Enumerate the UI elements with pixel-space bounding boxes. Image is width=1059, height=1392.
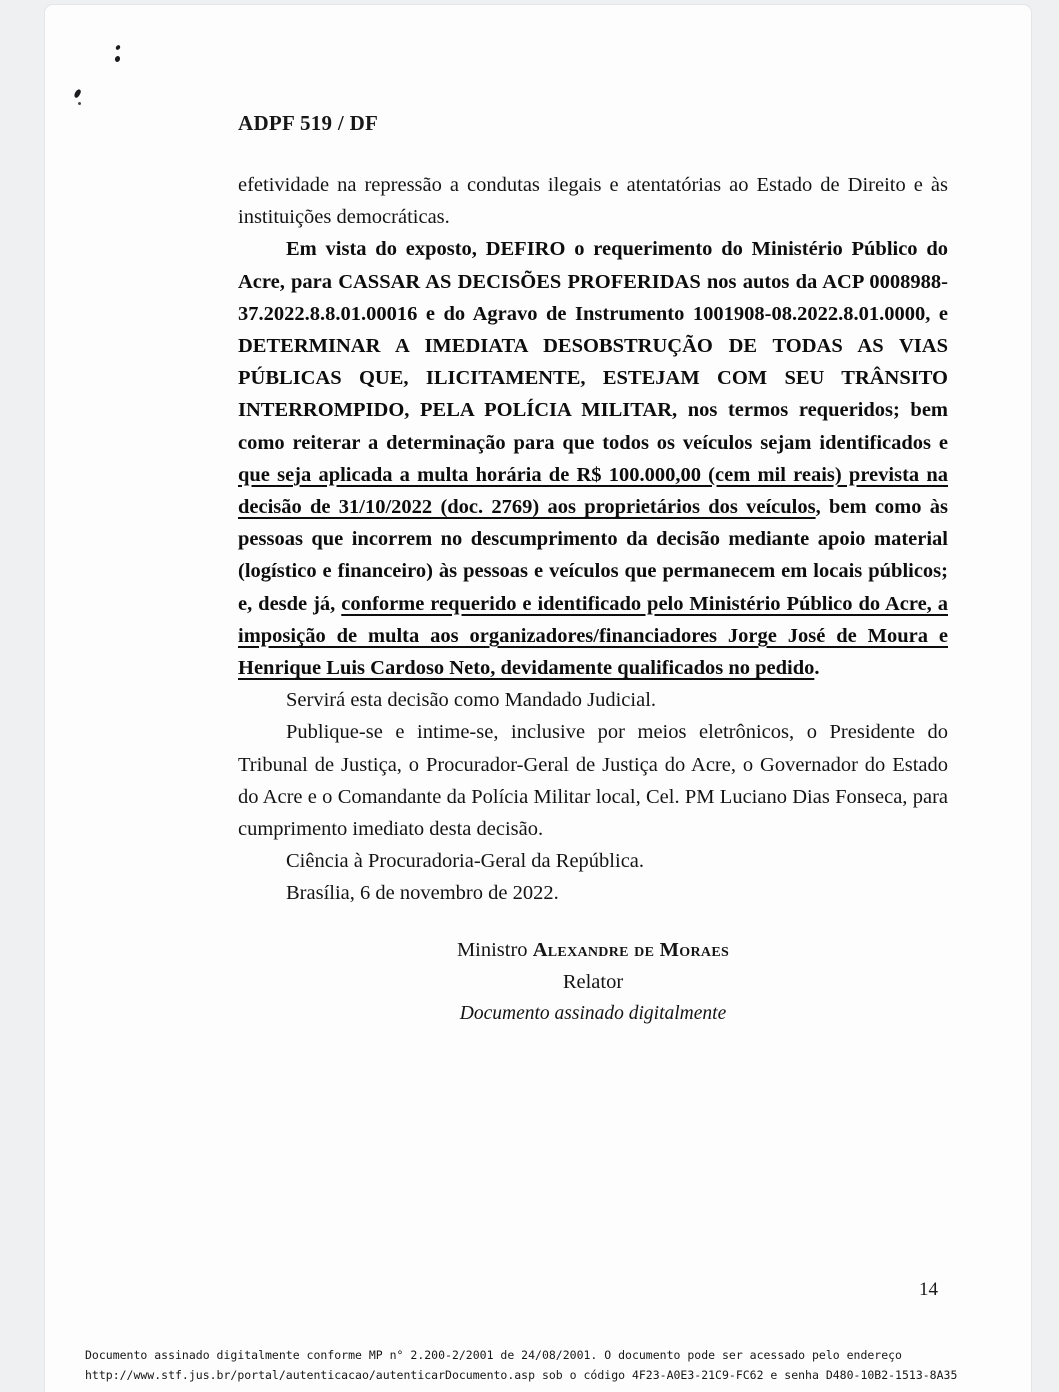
- mandado-paragraph: [238, 684, 948, 716]
- page-number: 14: [919, 1279, 938, 1300]
- continuation-paragraph: [238, 169, 948, 233]
- text-run: efetividade na repressão a condutas ilegais e atentatórias ao Estado de Direito e às instituições democráticas.: [238, 174, 948, 229]
- scan-artifact: [114, 55, 121, 62]
- case-title: ADPF 519 / DF: [238, 111, 379, 135]
- text-run: conforme requerido e identificado pelo Ministério Público do Acre, a imposição de multa aos organizadores/financiadores Jorge José de Moura e Henrique Luis Cardoso Neto, devidamente qualificados no pedido: [238, 592, 948, 680]
- scan-artifact: [73, 88, 82, 98]
- footer-line-1: Documento assinado digitalmente conforme MP n° 2.200-2/2001 de 24/08/2001. O documento pode ser acessado pelo endereço: [85, 1348, 902, 1362]
- text-run: , bem como às pessoas que incorrem no descumprimento da decisão mediante apoio material (logístico e financeiro) às pessoas e veículos que permanecem em locais públicos; e, desde já,: [238, 496, 948, 615]
- decision-paragraph: [238, 233, 948, 684]
- minister-signature: [238, 934, 948, 966]
- document-body: [238, 169, 948, 1030]
- text-run: Ciência à Procuradoria-Geral da República.: [286, 850, 645, 873]
- signature-role: Relator: [562, 970, 624, 993]
- text-run: Brasília, 6 de novembro de 2022.: [286, 882, 559, 905]
- minister-prefix: Ministro: [456, 938, 533, 961]
- date-paragraph: [238, 877, 948, 909]
- authentication-footer: [85, 1345, 1015, 1385]
- digital-signature-note: Documento assinado digitalmente: [459, 1003, 727, 1025]
- text-run: Em vista do exposto, DEFIRO o requerimento do Ministério Público do Acre, para CASSAR AS DECISÕES PROFERIDAS nos autos da ACP 0008988-37.2022.8.8.01.00016 e do Agravo de Instrumento 1001908-08.2022.8.01.0000, e DETERMINAR A IMEDIATA DESOBSTRUÇÃO DE TODAS AS VIAS PÚBLICAS QUE, ILICITAMENTE, ESTEJAM COM SEU TRÂNSITO INTERROMPIDO, PELA POLÍCIA MILITAR, nos termos requeridos; bem como reiterar a determinação para que todos os veículos sejam identificados e: [238, 238, 948, 454]
- minister-name: Alexandre de Moraes: [532, 938, 730, 961]
- scan-artifact: [115, 44, 121, 50]
- text-run: que seja aplicada a multa horária de R$ 100.000,00 (cem mil reais) prevista na decisão de 31/10/2022 (doc. 2769) aos proprietários dos veículos: [238, 463, 948, 519]
- scan-artifact: [78, 102, 81, 105]
- publication-paragraph: [238, 716, 948, 845]
- footer-line-2: http://www.stf.jus.br/portal/autenticacao/autenticarDocumento.asp sob o código 4F23-A0E3-21C9-FC62 e senha D480-10B2-1513-8A35: [85, 1368, 958, 1382]
- text-run: Publique-se e intime-se, inclusive por meios eletrônicos, o Presidente do Tribunal de Justiça, o Procurador-Geral de Justiça do Acre, o Governador do Estado do Acre e o Comandante da Polícia Militar local, Cel. PM Luciano Dias Fonseca, para cumprimento imediato desta decisão.: [238, 721, 948, 841]
- ciencia-paragraph: [238, 845, 948, 877]
- signature-block: [238, 934, 948, 1031]
- text-run: .: [814, 657, 820, 680]
- text-run: Servirá esta decisão como Mandado Judicial.: [286, 689, 657, 712]
- document-page: [44, 4, 1032, 1392]
